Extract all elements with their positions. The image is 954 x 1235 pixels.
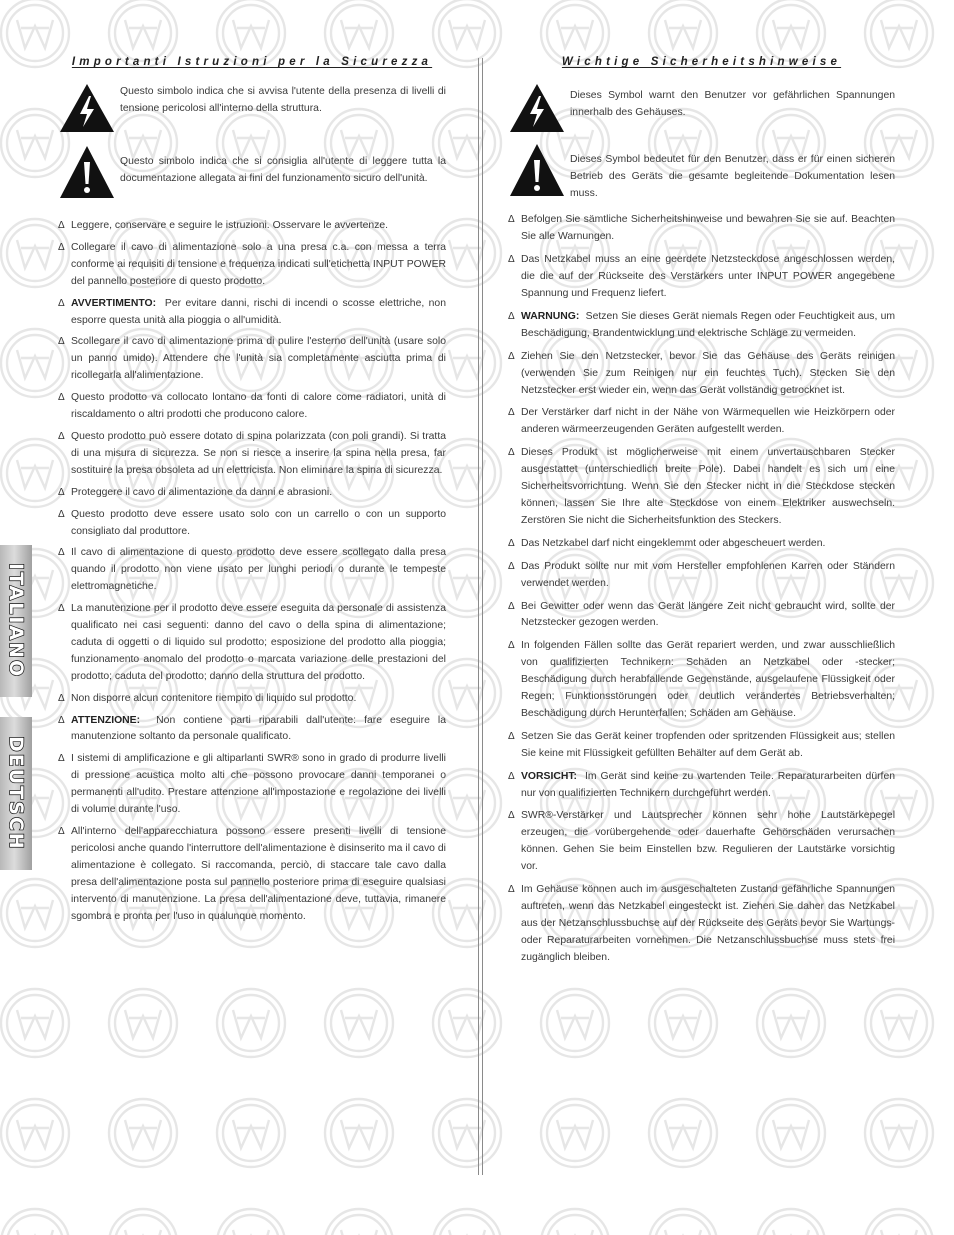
lightning-warning-icon [508,82,566,134]
exclamation-symbol-text: Questo simbolo indica che si consiglia all'utente di leggere tutta la documentazione allegata ai fini del funzionamento sicuro dell'unità. [120,156,446,184]
exclamation-warning-icon [508,142,566,198]
italian-column [58,56,446,930]
lightning-symbol-block [58,82,446,134]
instruction-text: Questo prodotto deve essere usato solo con un carrello o con un supporto consigliato dal produttore. [71,508,446,537]
instruction-item [508,599,895,633]
instruction-text: All'interno dell'apparecchiatura possono essere presenti livelli di tensione pericolosi anche quando l'interruttore dell'alimentazione è disinserito ma il cavo di alimentazione è collegato. Si raccomanda, perciò, di staccare tale cavo dalla presa dell'alimentazione posta sul pannello posteriore prima di eseguire qualsiasi intervento di manutenzione. La presa dell'alimentazione deve, tuttavia, rimanere sgombra e pronta per l'uso in qualunque momento. [71,826,446,922]
instruction-item [508,882,895,967]
exclamation-symbol-text: Dieses Symbol bedeutet für den Benutzer, dass er für einen sicheren Betrieb des Geräts die gesamte begleitende Dokumentation lesen muss. [570,154,895,199]
instruction-text: Ziehen Sie den Netzstecker, bevor Sie das Gehäuse des Geräts reinigen (verwenden Sie zum Reinigen nur ein feuchtes Tuch). Stecken Sie den Netzstecker erst wieder ein, wenn das Gerät vollständig getrocknet ist. [521,350,895,396]
instruction-text: Setzen Sie das Gerät keiner tropfenden oder spritzenden Flüssigkeit aus; stellen Sie keine mit Flüssigkeit gefüllten Behälter auf dem Gerät ab. [521,730,895,759]
bullet-delta-icon: Δ [58,753,65,765]
instruction-text: Befolgen Sie sämtliche Sicherheitshinweise und bewahren Sie sie auf. Beachten Sie alle Warnungen. [521,214,895,243]
column-divider [478,58,479,1175]
bullet-delta-icon: Δ [58,508,65,520]
instruction-text: Non contiene parti riparabili dall'utente: fare eseguire la manutenzione soltanto da personale qualificato. [71,714,446,743]
instruction-item [508,769,895,803]
bullet-delta-icon: Δ [508,884,515,896]
instruction-item [508,559,895,593]
bullet-delta-icon: Δ [508,640,515,652]
instruction-text: Das Produkt sollte nur mit vom Hersteller empfohlenen Karren oder Ständern verwendet werden. [521,560,895,589]
language-tab-label: ITALIANO [5,563,27,679]
bullet-delta-icon: Δ [508,770,515,782]
bullet-delta-icon: Δ [58,547,65,559]
lightning-warning-icon [58,82,116,134]
italian-instruction-list [58,218,446,925]
bullet-delta-icon: Δ [58,486,65,498]
instruction-item [508,729,895,763]
bullet-delta-icon: Δ [58,392,65,404]
instruction-text: Im Gerät sind keine zu wartenden Teile. Reparaturarbeiten dürfen nur von qualifizierten Technikern durchgeführt werden. [521,770,896,799]
instruction-label: ATTENZIONE: [71,714,141,726]
bullet-delta-icon: Δ [58,430,65,442]
instruction-item [58,218,446,235]
bullet-delta-icon: Δ [508,560,515,572]
bullet-delta-icon: Δ [58,220,65,231]
instruction-text: Questo prodotto va collocato lontano da fonti di calore come radiatori, unità di riscaldamento o altri prodotti che producono calore. [71,392,446,421]
instruction-item [58,485,446,502]
instruction-item [58,713,446,747]
instruction-text: SWR®-Verstärker und Lautsprecher können sehr hohe Lautstärkepegel erzeugen, die vorübergehende oder dauerhafte Gehörschäden verursachen können. Gehen Sie beim Einstellen bzw. Regulieren der Lautstärke vorsichtig vor. [521,810,895,873]
bullet-delta-icon: Δ [508,214,515,226]
bullet-delta-icon: Δ [508,810,515,822]
instruction-text: Das Netzkabel muss an eine geerdete Netzsteckdose angeschlossen werden, die die auf der Rückseite des Verstärkers unter INPUT POWER angegebene Spannung und Frequenz liefert. [521,254,895,300]
instruction-label: WARNUNG: [521,310,580,322]
instruction-text: Collegare il cavo di alimentazione solo a una presa c.a. con messa a terra conforme ai requisiti di tensione e frequenza indicati sull'etichetta INPUT POWER del pannello posteriore di questo prodotto. [71,241,446,287]
instruction-item [58,296,446,330]
bullet-delta-icon: Δ [58,241,65,253]
bullet-delta-icon: Δ [508,310,515,322]
language-tab-deutsch [0,717,32,870]
instruction-text: Il cavo di alimentazione di questo prodotto deve essere scollegato dalla presa quando il prodotto non viene usato per lunghi periodi o durante le tempeste elettromagnetiche. [71,547,446,593]
bullet-delta-icon: Δ [508,407,515,419]
instruction-item [508,638,895,723]
instruction-text: Proteggere il cavo di alimentazione da danni e abrasioni. [71,486,333,498]
instruction-text: In folgenden Fällen sollte das Gerät repariert werden, und zwar ausschließlich von qualifizierten Technikern: Schäden an Netzkabel oder -stecker; Beschädigung durch herabfallende Gegenstände, ausgelaufene Flüssigkeit oder Regen; Funktionsstörungen oder deutlich verändertes Betriebsverhalten; Beschädigung durch Herunterfallen; Schäden am Gehäuse. [521,640,895,719]
lightning-symbol-text: Questo simbolo indica che si avvisa l'utente della presenza di livelli di tensione pericolosi all'interno della struttura. [120,86,446,114]
instruction-text: La manutenzione per il prodotto deve essere eseguita da personale di assistenza qualificato nei casi seguenti: danno del cavo o della spina di alimentazione; caduta di oggetti o di liquido sul prodotto; esposizione del prodotto alla pioggia; funzionamento anomalo del prodotto o marcata variazione delle prestazioni del prodotto; caduta del prodotto; danno della struttura del prodotto. [71,603,446,682]
bullet-delta-icon: Δ [508,730,515,742]
column-divider [482,58,483,1175]
instruction-item [508,349,895,400]
exclamation-symbol-block [508,142,895,202]
instruction-text: Das Netzkabel darf nicht eingeklemmt oder abgescheuert werden. [521,537,826,549]
italian-title: Importanti Istruzioni per la Sicurezza [71,56,433,68]
instruction-item [508,405,895,439]
bullet-delta-icon: Δ [508,350,515,362]
instruction-item [58,824,446,925]
instruction-text: Im Gehäuse können auch im ausgeschalteten Zustand gefährliche Spannungen auftreten, wenn das Netzkabel eingesteckt ist. Ziehen Sie daher das Netzkabel aus der Netzanschlussbuchse auf der Rückseite des Geräts bevor Sie Wartungs- oder Reparaturarbeiten vornehmen. Die Netzanschlussbuchse muss stets frei zugänglich bleiben. [521,884,895,963]
instruction-text: Setzen Sie dieses Gerät niemals Regen oder Feuchtigkeit aus, um Beschädigung, Brandentwicklung und elektrische Schläge zu vermeiden. [521,310,896,339]
bullet-delta-icon: Δ [58,603,65,615]
bullet-delta-icon: Δ [58,714,65,726]
bullet-delta-icon: Δ [508,600,515,612]
lightning-symbol-block [508,82,895,134]
instruction-item [58,545,446,596]
instruction-label: AVVERTIMENTO: [71,297,157,309]
lightning-symbol-text: Dieses Symbol warnt den Benutzer vor gefährlichen Spannungen innerhalb des Gehäuses. [570,90,895,118]
instruction-label: VORSICHT: [521,770,577,782]
exclamation-warning-icon [58,144,116,200]
instruction-item [508,309,895,343]
instruction-item [508,212,895,246]
instruction-text: Non disporre alcun contenitore riempito di liquido sul prodotto. [71,692,357,704]
instruction-item [58,601,446,686]
bullet-delta-icon: Δ [508,447,515,459]
bullet-delta-icon: Δ [58,297,65,309]
bullet-delta-icon: Δ [508,254,515,266]
instruction-item [58,751,446,819]
instruction-text: Dieses Produkt ist möglicherweise mit einem unvertauschbaren Stecker ausgestattet (unterschiedlich breite Pole). Dabei handelt es sich um eine Sicherheitsvorrichtung. Wenn Sie den Stecker nicht in die Steckdose stecken können, lassen Sie Ihre alte Steckdose von einem Elektriker auswechseln. Zerstören Sie nicht die Sicherheitsfunktion des Steckers. [521,447,895,526]
instruction-text: I sistemi di amplificazione e gli altiparlanti SWR® sono in grado di produrre livelli di pressione acustica molto alti che possono provocare danni temporanei o permanenti all'udito. Prestare attenzione all'impostazione e regolazione dei livelli di volume durante l'uso. [71,753,446,816]
instruction-item [58,507,446,541]
language-tab-label: DEUTSCH [5,736,27,851]
instruction-item [58,429,446,480]
instruction-item [508,252,895,303]
instruction-item [58,390,446,424]
bullet-delta-icon: Δ [508,537,515,549]
exclamation-symbol-block [58,144,446,200]
language-tab-italiano [0,545,32,697]
instruction-text: Leggere, conservare e seguire le istruzioni. Osservare le avvertenze. [71,220,389,231]
instruction-text: Per evitare danni, rischi di incendi o scosse elettriche, non esporre questa unità alla pioggia o all'umidità. [71,297,446,326]
german-title: Wichtige Sicherheitshinweise [561,56,842,68]
bullet-delta-icon: Δ [58,826,65,837]
instruction-text: Scollegare il cavo di alimentazione prima di pulire l'esterno dell'unità (usare solo un panno umido). Attendere che l'unità sia completamente asciutta prima di ricollegarla all'alimentazione. [71,336,446,382]
instruction-item [508,445,895,530]
bullet-delta-icon: Δ [58,336,65,348]
instruction-item [58,334,446,385]
instruction-item [508,536,895,553]
german-column [508,56,895,973]
instruction-item [58,240,446,291]
instruction-item [508,808,895,876]
instruction-text: Der Verstärker darf nicht in der Nähe von Wärmequellen wie Heizkörpern oder anderen wärmeerzeugenden Geräten aufgestellt werden. [521,407,895,436]
bullet-delta-icon: Δ [58,692,65,704]
instruction-item [58,691,446,708]
instruction-text: Bei Gewitter oder wenn das Gerät längere Zeit nicht gebraucht wird, sollte der Netzstecker gezogen werden. [521,600,895,629]
instruction-text: Questo prodotto può essere dotato di spina polarizzata (con poli grandi). Si tratta di una misura di sicurezza. Se non si riesce a inserire la spina nella presa, far sostituire la presa obsoleta ad un elettricista. Non eliminare la spina di sicurezza. [71,430,446,476]
german-instruction-list [508,212,895,966]
